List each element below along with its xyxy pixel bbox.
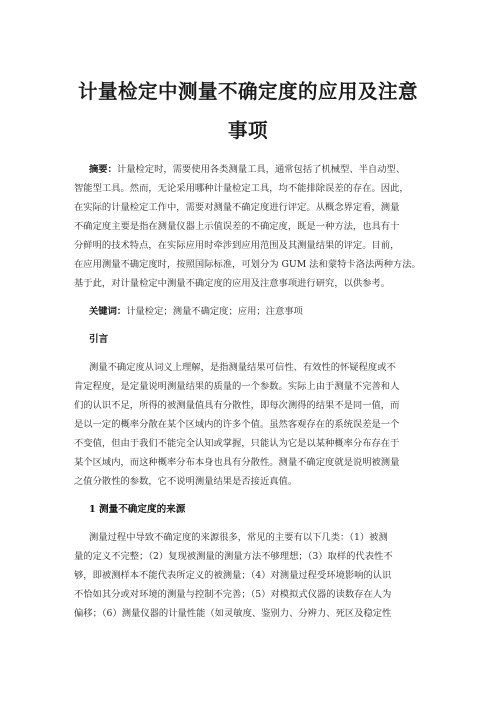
intro-heading: 引言 xyxy=(89,334,109,345)
intro-line: 们的认识不足，所得的被测量值具有分散性，即每次测得的结果不是同一值，而 xyxy=(74,400,400,411)
intro-line: 测量不确定度从词义上理解，是指测量结果可信性、有效性的怀疑程度或不 xyxy=(89,362,396,373)
abstract-line: 在实际的计量检定工作中，需要对测量不确定度进行评定。从概念界定看，测量 xyxy=(74,202,400,213)
section-1-line: 不恰如其分或对环境的测量与控制不完善；（5）对模拟式仪器的读数存在人为 xyxy=(74,589,392,600)
abstract-line: 不确定度主要是指在测量仪器上示值误差的不确定度，既是一种方法，也具有十 xyxy=(74,221,400,232)
keywords-label: 关键词： xyxy=(89,306,127,317)
abstract-line xyxy=(89,163,405,176)
abstract-text: 计量检定时，需要使用各类测量工具，通常包括了机械型、半自动型、 xyxy=(116,164,406,175)
keywords-text: 计量检定；测量不确定度；应用；注意事项 xyxy=(126,306,303,317)
section-1-line: 够，即被测样本不能代表所定义的被测量；（4）对测量过程受环境影响的认识 xyxy=(74,570,392,581)
abstract-line: 分鲜明的技术特点，在实际应用时牵涉到应用范围及其测量结果的评定。目前， xyxy=(74,240,400,251)
section-1-line: 测量过程中导致不确定度的来源很多，常见的主要有以下几类：（1）被测 xyxy=(89,532,388,543)
intro-line: 不变值，但由于我们不能完全认知或掌握，只能认为它是以某种概率分布存在于 xyxy=(74,438,400,449)
abstract-line: 智能型工具。然而，无论采用哪种计量检定工具，均不能排除误差的存在。因此， xyxy=(74,183,409,194)
section-1-heading: 1 测量不确定度的来源 xyxy=(89,504,186,515)
section-1-line: 量的定义不完整；（2）复现被测量的测量方法不够理想；（3）取样的代表性不 xyxy=(74,551,393,562)
abstract-label: 摘要： xyxy=(89,164,117,175)
section-1-line: 偏移；（6）测量仪器的计量性能（如灵敏度、鉴别力、分辨力、死区及稳定性 xyxy=(74,608,392,619)
intro-line: 肯定程度，是定量说明测量结果的质量的一个参数。实际上由于测量不完善和人 xyxy=(74,381,400,392)
keywords-line xyxy=(89,305,303,318)
intro-line: 之值分散性的参数，它不说明测量结果是否接近真值。 xyxy=(74,476,298,487)
abstract-line: 基于此，对计量检定中测量不确定度的应用及注意事项进行研究，以供参考。 xyxy=(74,278,391,289)
title-line-1: 计量检定中测量不确定度的应用及注意 xyxy=(77,80,418,103)
title-line-2: 事项 xyxy=(227,119,268,142)
abstract-line: 在应用测量不确定度时，按照国际标准，可划分为 GUM 法和蒙特卡洛法两种方法。 xyxy=(74,259,421,270)
intro-line: 是以一定的概率分散在某个区域内的许多个值。虽然客观存在的系统误差是一个 xyxy=(74,419,400,430)
intro-line: 某个区域内，而这种概率分布本身也具有分散性。测量不确定度就是说明被测量 xyxy=(74,457,400,468)
